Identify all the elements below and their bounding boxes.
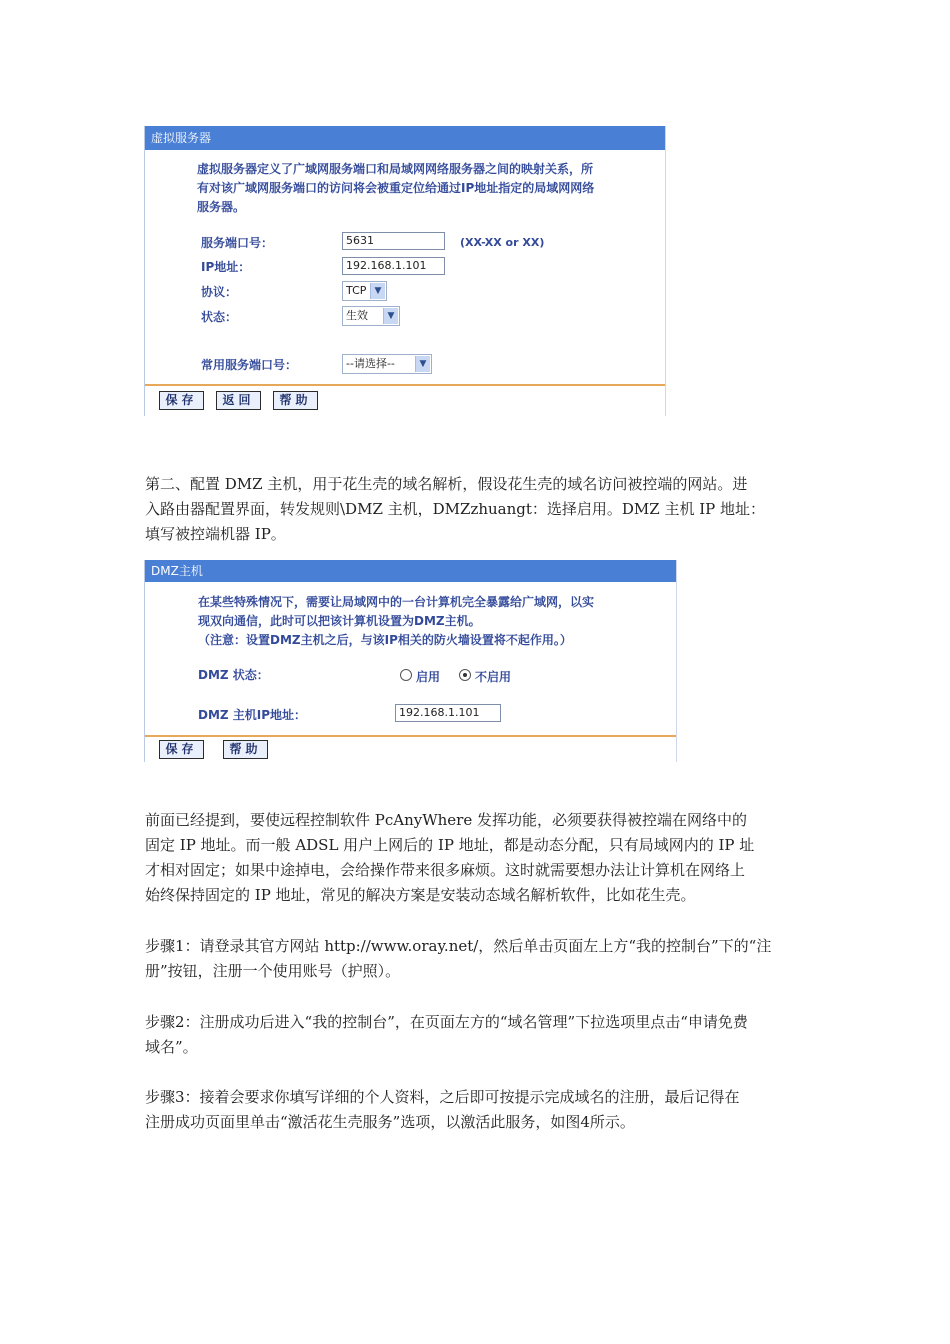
status-select[interactable] xyxy=(342,306,400,326)
service-port-hint: (XX-XX or XX) xyxy=(460,236,545,249)
service-port-input[interactable]: 5631 xyxy=(342,232,445,250)
status-label: 状态： xyxy=(201,310,238,324)
save-button[interactable]: 保存 xyxy=(159,391,204,410)
description-line: 有对该广域网服务端口的访问将会被重定位给通过IP地址指定的局域网网络 xyxy=(197,181,595,195)
panel-title: 虚拟服务器 xyxy=(145,126,665,150)
step-1 xyxy=(145,934,810,984)
ip-address-input[interactable]: 192.168.1.101 xyxy=(342,257,445,275)
paragraph-line: 第二、配置 DMZ 主机，用于花生壳的域名解析，假设花生壳的域名访问被控端的网站。进 xyxy=(145,475,748,493)
description-line: 虚拟服务器定义了广域网服务端口和局域网网络服务器之间的映射关系，所 xyxy=(197,162,594,176)
back-button[interactable]: 返回 xyxy=(216,391,261,410)
panel-description xyxy=(198,593,594,650)
panel-title: DMZ主机 xyxy=(145,560,676,582)
enable-radio[interactable] xyxy=(400,669,412,681)
panel-footer xyxy=(145,735,676,762)
status-value: 生效 xyxy=(346,309,368,322)
protocol-select[interactable] xyxy=(342,281,387,301)
paragraph-line: 固定 IP 地址。而一般 ADSL 用户上网后的 IP 地址，都是动态分配，只有局域网内的 IP 址 xyxy=(145,836,755,854)
paragraph-line: 步骤1：请登录其官方网站 http://www.oray.net/，然后单击页面左上方“我的控制台”下的“注 xyxy=(145,937,772,955)
help-button[interactable]: 帮助 xyxy=(273,391,318,410)
disable-radio[interactable] xyxy=(459,669,471,681)
paragraph-line: 注册成功页面里单击“激活花生壳服务”选项，以激活此服务，如图4所示。 xyxy=(145,1113,635,1131)
ip-address-label: IP地址： xyxy=(201,260,251,274)
step-3 xyxy=(145,1085,810,1135)
panel-description xyxy=(197,160,594,217)
common-port-label: 常用服务端口号： xyxy=(201,358,298,372)
paragraph-line: 域名”。 xyxy=(145,1038,198,1056)
chevron-down-icon: ▼ xyxy=(370,283,385,299)
common-port-select[interactable] xyxy=(342,354,432,374)
dmz-host-ip-input[interactable]: 192.168.1.101 xyxy=(395,704,501,722)
chevron-down-icon: ▼ xyxy=(415,356,430,372)
paragraph-line: 填写被控端机器 IP。 xyxy=(145,525,286,543)
disable-radio-label: 不启用 xyxy=(475,670,512,684)
panel-body xyxy=(145,582,676,762)
paragraph-fixed-ip xyxy=(145,808,810,908)
virtual-server-panel xyxy=(144,126,666,416)
protocol-value: TCP xyxy=(346,284,367,297)
save-button[interactable]: 保存 xyxy=(159,740,204,759)
panel-footer xyxy=(145,384,665,416)
paragraph-line: 步骤2：注册成功后进入“我的控制台”，在页面左方的“域名管理”下拉选项里点击“申请免费 xyxy=(145,1013,748,1031)
description-line: （注意：设置DMZ主机之后，与该IP相关的防火墙设置将不起作用。） xyxy=(198,633,572,647)
service-port-label: 服务端口号： xyxy=(201,236,274,250)
panel-body xyxy=(145,150,665,416)
paragraph-line: 始终保持固定的 IP 地址，常见的解决方案是安装动态域名解析软件，比如花生壳。 xyxy=(145,886,696,904)
step-2 xyxy=(145,1010,810,1060)
help-button[interactable]: 帮助 xyxy=(223,740,268,759)
enable-radio-label: 启用 xyxy=(416,670,441,684)
paragraph-line: 步骤3：接着会要求你填写详细的个人资料，之后即可按提示完成域名的注册，最后记得在 xyxy=(145,1088,740,1106)
dmz-panel xyxy=(144,560,677,762)
paragraph-line: 才相对固定；如果中途掉电，会给操作带来很多麻烦。这时就需要想办法让计算机在网络上 xyxy=(145,861,746,879)
chevron-down-icon: ▼ xyxy=(383,308,398,324)
dmz-host-ip-label: DMZ 主机IP地址： xyxy=(198,708,307,722)
description-line: 服务器。 xyxy=(197,200,246,214)
paragraph-line: 前面已经提到，要使远程控制软件 PcAnyWhere 发挥功能，必须要获得被控端在网络中的 xyxy=(145,811,748,829)
paragraph-dmz-intro xyxy=(145,472,810,547)
description-line: 在某些特殊情况下，需要让局域网中的一台计算机完全暴露给广域网，以实 xyxy=(198,595,595,609)
common-port-value: --请选择-- xyxy=(346,357,395,370)
dmz-status-label: DMZ 状态： xyxy=(198,668,269,682)
paragraph-line: 入路由器配置界面，转发规则\DMZ 主机，DMZzhuangt：选择启用。DMZ 主机 IP 地址： xyxy=(145,500,766,518)
protocol-label: 协议： xyxy=(201,285,238,299)
paragraph-line: 册”按钮，注册一个使用账号（护照）。 xyxy=(145,962,401,980)
description-line: 现双向通信，此时可以把该计算机设置为DMZ主机。 xyxy=(198,614,481,628)
